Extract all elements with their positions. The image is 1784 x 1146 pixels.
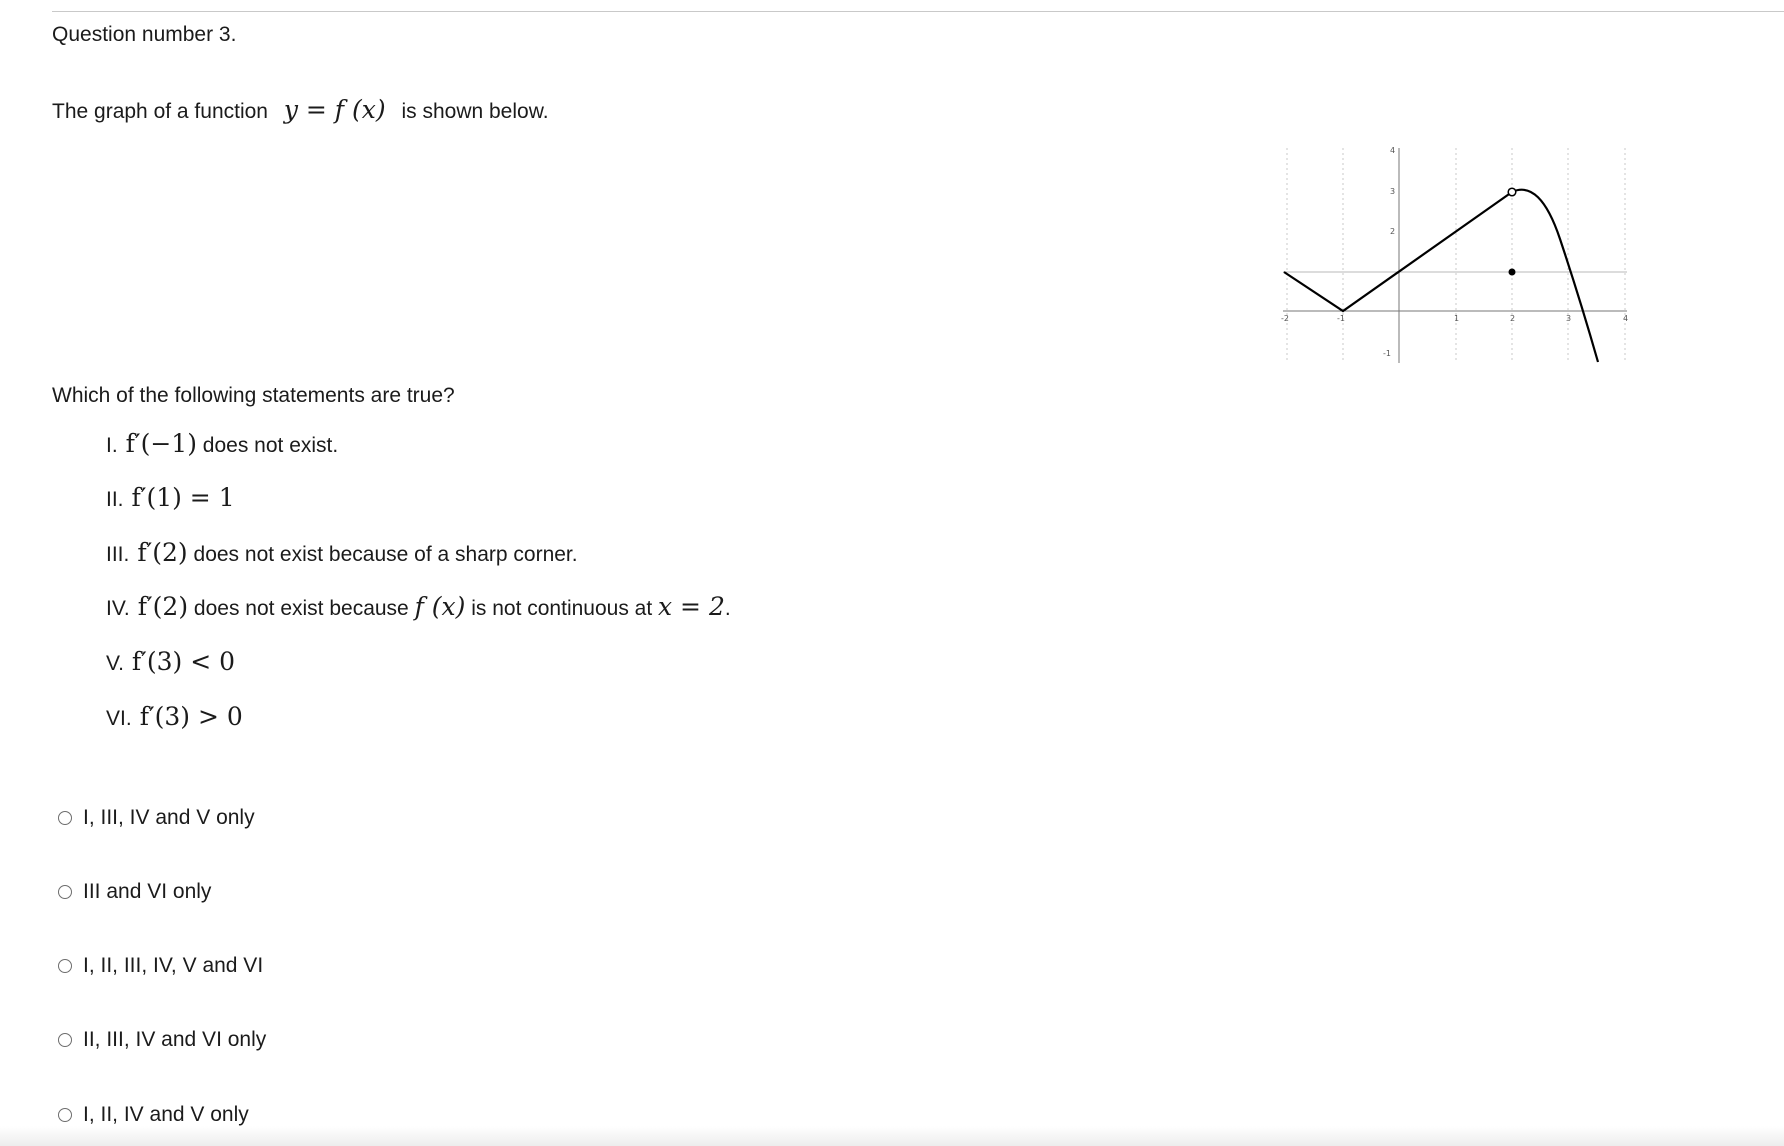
- statement-math: f (x): [414, 592, 466, 621]
- prompt-math-eq: =: [297, 95, 335, 124]
- prompt-math-y: y: [283, 95, 298, 124]
- x-tick-label: -1: [1337, 314, 1345, 323]
- statement-numeral: V.: [106, 652, 124, 675]
- statement-text: does not exist because of a sharp corner.: [187, 543, 578, 566]
- filled-point: [1509, 269, 1516, 276]
- statement-numeral: III.: [106, 543, 130, 566]
- top-divider: [52, 11, 1784, 12]
- radio-button[interactable]: [58, 1033, 72, 1047]
- answer-option-label: I, III, IV and V only: [83, 806, 255, 829]
- statement-math: f′(2): [137, 538, 188, 567]
- answer-option-1[interactable]: [58, 806, 255, 830]
- statement-text: is not continuous at: [465, 597, 659, 620]
- statement-i: [106, 429, 338, 458]
- answer-option-label: I, II, IV and V only: [83, 1103, 249, 1126]
- x-tick-label: 3: [1566, 314, 1572, 323]
- curve-left-segment: [1284, 192, 1512, 311]
- answer-option-3[interactable]: [58, 954, 263, 978]
- statement-math: f′(1) = 1: [131, 483, 235, 512]
- statement-math: f′(3) > 0: [139, 702, 243, 731]
- answer-option-label: I, II, III, IV, V and VI: [83, 954, 264, 977]
- statement-numeral: I.: [106, 434, 118, 457]
- prompt-text-after: is shown below.: [401, 100, 549, 123]
- y-tick-label: 3: [1390, 187, 1396, 196]
- statement-numeral: II.: [106, 488, 124, 511]
- statement-text: does not exist because: [188, 597, 415, 620]
- radio-button[interactable]: [58, 959, 72, 973]
- open-point: [1508, 188, 1516, 196]
- y-tick-label: 4: [1390, 146, 1396, 155]
- radio-button[interactable]: [58, 1108, 72, 1122]
- statement-ii: [106, 483, 235, 512]
- statement-text: .: [724, 597, 731, 620]
- radio-button[interactable]: [58, 885, 72, 899]
- statement-math: f′(3) < 0: [131, 647, 236, 676]
- statement-math: x = 2: [658, 592, 725, 621]
- x-tick-label: -2: [1281, 314, 1289, 323]
- statement-math: f′(−1): [125, 429, 197, 458]
- prompt-text-before: The graph of a function: [52, 100, 268, 123]
- statements-question: Which of the following statements are true?: [52, 384, 455, 407]
- statement-numeral: VI.: [106, 707, 132, 730]
- graph-grid: [1287, 148, 1625, 363]
- x-tick-label: 1: [1454, 314, 1460, 323]
- statement-v: [106, 647, 235, 676]
- x-tick-label: 2: [1510, 314, 1516, 323]
- answer-option-4[interactable]: [58, 1028, 266, 1052]
- y-tick-label: 2: [1390, 227, 1396, 236]
- x-tick-label: 4: [1623, 314, 1629, 323]
- statement-iv: [106, 592, 731, 621]
- answer-option-5[interactable]: [58, 1103, 249, 1127]
- curve-right-branch: [1512, 190, 1598, 362]
- prompt-math-x: (x): [344, 95, 386, 124]
- statement-iii: [106, 538, 578, 567]
- bottom-shade: [0, 1126, 1784, 1146]
- statement-math: f′(2): [137, 592, 189, 621]
- answer-option-label: III and VI only: [83, 880, 212, 903]
- y-tick-labels: [1383, 146, 1395, 358]
- x-tick-labels: [1281, 314, 1628, 323]
- graph-axes: [1283, 148, 1627, 363]
- statement-text: does not exist.: [196, 434, 339, 457]
- answer-option-label: II, III, IV and VI only: [83, 1028, 267, 1051]
- radio-button[interactable]: [58, 811, 72, 825]
- prompt-math-f: f: [334, 95, 345, 124]
- answer-option-2[interactable]: [58, 880, 211, 904]
- statement-vi: [106, 702, 243, 731]
- y-tick-label: -1: [1383, 349, 1391, 358]
- function-graph: [1275, 143, 1635, 365]
- question-number: Question number 3.: [52, 23, 237, 46]
- statement-numeral: IV.: [106, 597, 130, 620]
- question-prompt: [52, 95, 549, 124]
